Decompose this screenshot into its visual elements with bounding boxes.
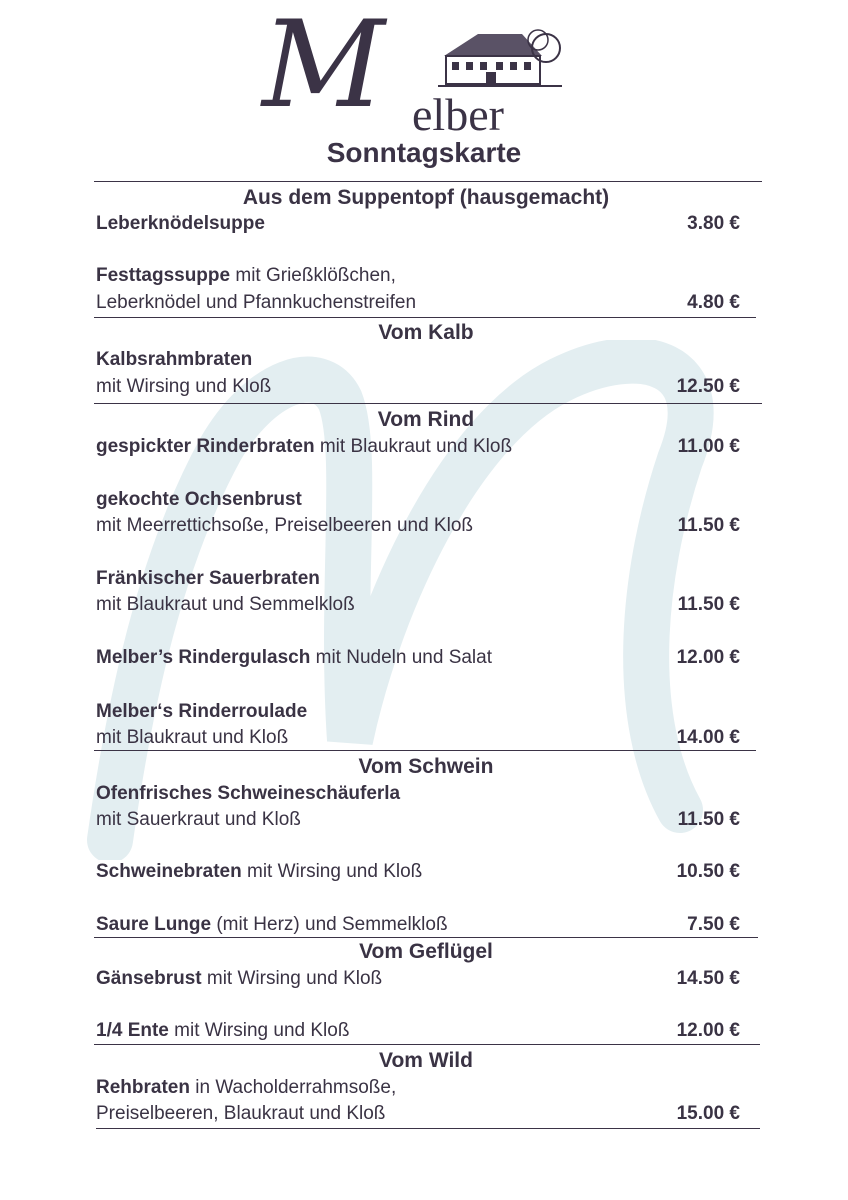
item-name: gekochte Ochsenbrust	[96, 489, 302, 510]
item-name: Ofenfrisches Schweineschäuferla	[96, 783, 401, 804]
price-schweinebraten: 10.50 €	[676, 861, 740, 882]
item-name: gespickter Rinderbraten	[96, 436, 315, 457]
item-description: mit Nudeln und Salat	[310, 647, 493, 668]
menu-item-sauerbraten	[96, 567, 320, 591]
price-rinderbraten: 11.00 €	[677, 436, 740, 457]
page-title: Sonntagskarte	[326, 137, 522, 168]
menu-item-rindergulasch	[96, 646, 492, 670]
section-kalb: Vom Kalb	[378, 321, 474, 344]
divider	[94, 937, 758, 938]
item-name: Rehbraten	[96, 1077, 190, 1098]
price-leberknoedelsuppe: 3.80 €	[687, 213, 740, 234]
section-wild: Vom Wild	[379, 1049, 473, 1072]
price-rindergulasch: 12.00 €	[676, 647, 740, 668]
divider	[94, 1044, 760, 1045]
section-suppe: Aus dem Suppentopf (hausgemacht)	[242, 186, 610, 209]
logo-name: elber	[412, 89, 504, 140]
item-name: Leberknödelsuppe	[96, 213, 265, 234]
price-kalbsrahmbraten: 12.50 €	[676, 376, 740, 397]
divider	[94, 750, 756, 751]
menu-item-schweinebraten	[96, 860, 422, 884]
item-name: Melber’s Rindergulasch	[96, 647, 311, 668]
item-description: mit Wirsing und Kloß	[201, 968, 383, 989]
section-schwein: Vom Schwein	[358, 755, 494, 778]
price-rinderroulade: 14.00 €	[676, 727, 740, 748]
price-ente: 12.00 €	[676, 1020, 740, 1041]
price-schaeuferla: 11.50 €	[677, 809, 740, 830]
item-name: Melber‘s Rinderroulade	[96, 701, 308, 722]
item-name: Kalbsrahmbraten	[96, 349, 253, 370]
menu-item-rehbraten	[96, 1076, 396, 1100]
menu-item-festtagssuppe	[96, 264, 396, 288]
section-gefluegel: Vom Geflügel	[359, 940, 493, 963]
menu-item-description-line: mit Meerrettichsoße, Preiselbeeren und Kloß	[96, 515, 473, 536]
price-gaensebrust: 14.50 €	[676, 968, 740, 989]
menu-item-saure-lunge	[96, 913, 448, 937]
divider	[94, 181, 762, 182]
menu-item-description-line: mit Sauerkraut und Kloß	[96, 809, 301, 830]
item-description: mit Grießklößchen,	[230, 265, 396, 286]
divider	[96, 1128, 760, 1129]
price-festtagssuppe: 4.80 €	[687, 292, 740, 313]
item-description: mit Wirsing und Kloß	[241, 861, 423, 882]
item-description: in Wacholderrahmsoße,	[189, 1077, 397, 1098]
item-description: (mit Herz) und Semmelkloß	[211, 914, 448, 935]
menu-item-kalbsrahmbraten	[96, 348, 252, 372]
price-rehbraten: 15.00 €	[676, 1103, 740, 1124]
logo-initial: M	[262, 0, 385, 135]
item-description: mit Blaukraut und Kloß	[314, 436, 513, 457]
section-rind: Vom Rind	[377, 408, 475, 431]
item-name: Gänsebrust	[96, 968, 202, 989]
item-name: Fränkischer Sauerbraten	[96, 568, 320, 589]
price-ochsenbrust: 11.50 €	[677, 515, 740, 536]
item-description: mit Wirsing und Kloß	[168, 1020, 350, 1041]
menu-item-rinderroulade	[96, 700, 307, 724]
menu-item-rinderbraten	[96, 435, 512, 459]
menu-item-gaensebrust	[96, 967, 382, 991]
item-name: 1/4 Ente	[96, 1020, 169, 1041]
menu-item-description-line: Preiselbeeren, Blaukraut und Kloß	[96, 1103, 386, 1124]
divider	[94, 403, 762, 404]
menu-item-description-line: mit Blaukraut und Kloß	[96, 727, 289, 748]
menu-item-ente	[96, 1019, 349, 1043]
menu-item-leberknoedelsuppe	[96, 212, 265, 236]
menu-item-description-line: Leberknödel und Pfannkuchenstreifen	[96, 292, 417, 313]
menu-item-description-line: mit Wirsing und Kloß	[96, 376, 272, 397]
menu-item-description-line: mit Blaukraut und Semmelkloß	[96, 594, 355, 615]
menu-item-schaeuferla	[96, 782, 400, 806]
item-name: Schweinebraten	[96, 861, 242, 882]
divider	[94, 317, 756, 318]
item-name: Festtagssuppe	[96, 265, 231, 286]
menu-item-ochsenbrust	[96, 488, 302, 512]
price-saure-lunge: 7.50 €	[687, 914, 740, 935]
item-name: Saure Lunge	[96, 914, 212, 935]
price-sauerbraten: 11.50 €	[677, 594, 740, 615]
